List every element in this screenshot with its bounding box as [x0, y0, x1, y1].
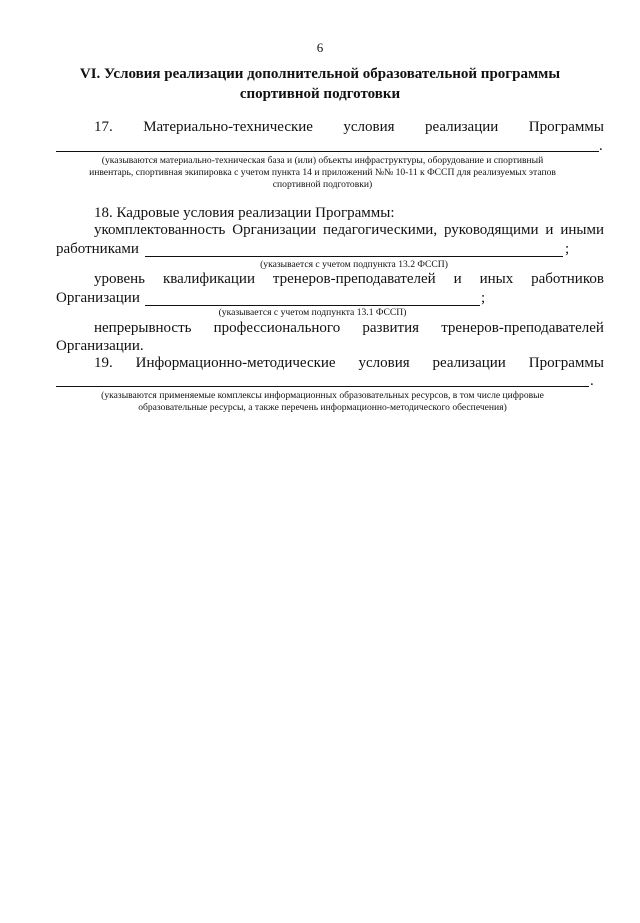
qualification-word: работников [531, 271, 604, 287]
item-17-heading [94, 119, 604, 136]
item-19-fill-line [56, 386, 589, 387]
item-19-word: реализации [432, 355, 506, 371]
continuity-word: непрерывность [94, 320, 192, 336]
page-number: 6 [316, 40, 324, 55]
qualification-line-1 [94, 271, 604, 288]
item-17-word: условия [343, 119, 395, 135]
item-17-number: 17. [94, 119, 113, 135]
item-17-word: Материально-технические [143, 119, 313, 135]
qualification-note: (указывается с учетом подпункта 13.1 ФССП) [218, 307, 407, 318]
qualification-word: тренеров-преподавателей [272, 271, 436, 287]
item-19-word: Информационно-методические [135, 355, 336, 371]
staffing-line-2-label: работниками [56, 241, 139, 257]
staffing-word: руководящими [443, 222, 539, 238]
continuity-word: профессионального [213, 320, 341, 336]
continuity-word: тренеров-преподавателей [441, 320, 604, 336]
item-19-period: . [590, 373, 594, 389]
staffing-note: (указывается с учетом подпункта 13.2 ФССП) [260, 259, 448, 270]
section-title-line-2: спортивной подготовки [239, 86, 401, 102]
qualification-word: квалификации [162, 271, 255, 287]
item-17-word: Программы [528, 119, 604, 135]
staffing-word: иными [560, 222, 604, 238]
qualification-fill-line [145, 305, 480, 306]
section-title-line-1: VI. Условия реализации дополнительной образовательной программы [79, 66, 561, 82]
staffing-fill-line [145, 256, 563, 257]
continuity-line-1 [94, 320, 604, 337]
qualification-word: уровень [94, 271, 146, 287]
staffing-line-1 [94, 222, 604, 239]
staffing-word: Организации [232, 222, 317, 238]
staffing-word: укомплектованность [94, 222, 226, 238]
item-17-note-line-1: (указываются материально-техническая база и (или) объекты инфраструктуры, оборудование и спортивный [101, 155, 544, 166]
qualification-semicolon: ; [481, 290, 486, 306]
qualification-line-2-label: Организации [56, 290, 140, 306]
item-17-fill-line [56, 151, 599, 152]
item-17-note-line-2: инвентарь, спортивная экипировка с учетом пункта 14 и приложений №№ 10-11 к ФССП для реализуемых этапов [89, 167, 556, 178]
item-17-note-line-3: спортивной подготовки) [272, 179, 373, 190]
staffing-word: педагогическими, [323, 222, 438, 238]
item-19-word: условия [358, 355, 410, 371]
item-17-word: реализации [424, 119, 499, 135]
item-19-heading [94, 355, 604, 372]
item-19-note-line-2: образовательные ресурсы, а также перечень информационно-методического обеспечения) [138, 402, 507, 413]
item-18-title: 18. Кадровые условия реализации Программы: [94, 205, 395, 221]
staffing-semicolon: ; [565, 241, 570, 257]
staffing-word: и [545, 222, 554, 238]
item-17-period: . [599, 138, 603, 154]
item-19-word: Программы [528, 355, 604, 371]
item-19-note-line-1: (указываются применяемые комплексы информационных образовательных ресурсов, в том числе цифровые [101, 390, 544, 401]
continuity-line-2: Организации. [56, 338, 144, 354]
item-19-number: 19. [94, 355, 113, 371]
qualification-word: иных [479, 271, 514, 287]
qualification-word: и [453, 271, 462, 287]
continuity-word: развития [362, 320, 420, 336]
